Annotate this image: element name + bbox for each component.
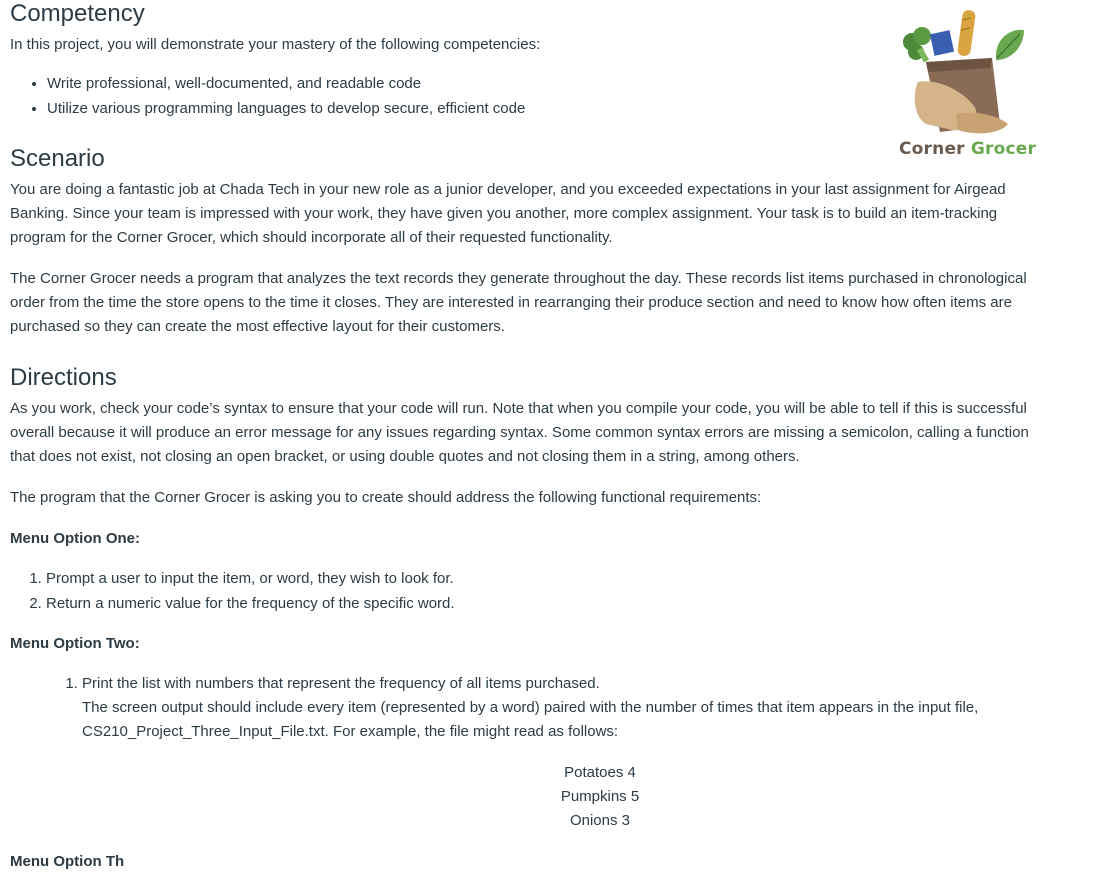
menu-option-one-list <box>10 566 455 616</box>
menu-option-two-item: Print the list with numbers that represent the frequency of all items purchased. <box>82 675 600 692</box>
directions-heading: Directions <box>10 364 117 391</box>
scenario-paragraph-1: You are doing a fantastic job at Chada Tech in your new role as a junior developer, and you exceeded expectations in your last assignment for Airgead Banking. Since your team is impressed with your work, they have given you another, more complex assignment. Your task is to build an item-tracking program for the Corner Grocer, which should incorporate all of their requested functionality. <box>10 181 1006 246</box>
menu-option-two-list <box>10 672 1062 744</box>
example-line: Pumpkins 5 <box>560 788 640 805</box>
list-item: 2. Return a numeric value for the frequency of the specific word. <box>46 591 455 616</box>
logo-wordmark: Corner Grocer <box>899 139 1037 159</box>
list-item: • Write professional, well-documented, and readable code <box>47 71 525 96</box>
example-line: Onions 3 <box>569 812 631 829</box>
competency-list <box>10 71 525 121</box>
directions-paragraph-2: The program that the Corner Grocer is asking you to create should address the following functional requirements: <box>10 489 762 506</box>
list-item <box>82 672 1062 744</box>
menu-option-one-label: Menu Option One: <box>10 530 140 547</box>
menu-option-two-detail: The screen output should include every item (represented by a word) paired with the number of times that item appears in the input file, CS210_Project_Three_Input_File.txt. For example, the file might read as follows: <box>82 699 979 740</box>
list-item: 1. Prompt a user to input the item, or word, they wish to look for. <box>46 566 455 591</box>
directions-paragraph-1: As you work, check your code’s syntax to ensure that your code will run. Note that when you compile your code, you will be able to tell if this is successful overall because it will produce an error message for any issues regarding syntax. Some common syntax errors are missing a semicolon, calling a function that does not exist, not closing an open bracket, or using double quotes and not closing them in a string, among others. <box>10 400 1029 465</box>
scenario-paragraph-2: The Corner Grocer needs a program that analyzes the text records they generate throughout the day. These records list items purchased in chronological order from the time the store opens to the time it closes. They are interested in rearranging their produce section and need to know how often items are purchased so they can create the most effective layout for their customers. <box>10 270 1027 335</box>
competency-intro: In this project, you will demonstrate your mastery of the following competencies: <box>10 36 541 53</box>
menu-option-three-label: Menu Option Th <box>10 853 125 870</box>
scenario-heading: Scenario <box>10 145 105 172</box>
example-line: Potatoes 4 <box>564 764 636 781</box>
competency-heading: Competency <box>10 0 145 27</box>
example-output <box>510 761 690 833</box>
menu-option-two-label: Menu Option Two: <box>10 635 140 652</box>
list-item: • Utilize various programming languages to develop secure, efficient code <box>47 96 525 121</box>
